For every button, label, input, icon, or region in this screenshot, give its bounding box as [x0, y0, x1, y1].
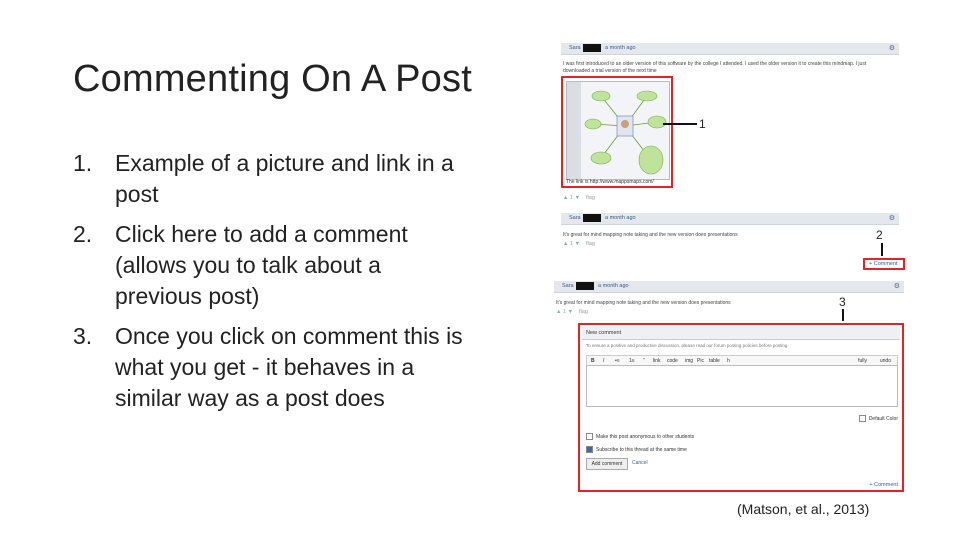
step-number: 3. [73, 323, 93, 349]
comment-textarea[interactable] [586, 365, 898, 407]
post-screenshot-2 [561, 213, 899, 271]
step-text: Once you click on comment this is what you get - it behaves in a similar way as a post does [115, 323, 463, 411]
step-number: 1. [73, 150, 93, 176]
post-header [561, 213, 899, 225]
step-text: Click here to add a comment (allows you to talk about a previous post) [115, 221, 408, 309]
post-text-line: downloaded a trial version of the next time [563, 68, 657, 74]
step-item [73, 148, 463, 210]
table-button[interactable]: table [709, 358, 720, 364]
image-button[interactable]: img [685, 358, 694, 364]
flag-link[interactable]: flag [579, 309, 588, 315]
editor-heading: New comment [586, 330, 622, 336]
cancel-link[interactable]: Cancel [632, 460, 648, 466]
callout-number-3: 3 [839, 295, 846, 309]
redaction-box [576, 282, 594, 290]
vote-row: ▲ 1 ▼ flag [556, 309, 588, 315]
numbered-list-button[interactable]: 1≡ [629, 358, 635, 364]
add-comment-link[interactable]: + Comment [869, 261, 898, 267]
post-time[interactable]: a month ago [598, 283, 629, 289]
editor-hint: To ensure a positive and productive discussion, please read our forum posting policies before posting. [586, 343, 789, 348]
post-screenshot-3 [554, 281, 904, 494]
mindmap-image [566, 81, 670, 180]
subscribe-label: Subscribe to this thread at the same time [596, 446, 687, 453]
default-color-label: Default Color [868, 415, 898, 422]
vote-row: ▲ 1 ▼ flag [563, 195, 595, 201]
callout-number-2: 2 [876, 228, 883, 242]
anonymous-checkbox[interactable] [586, 433, 593, 440]
redaction-box [583, 44, 601, 52]
mindmap-drawing [581, 82, 669, 179]
gear-icon[interactable]: ⚙ [888, 45, 895, 52]
post-text-line: It's great for mind mapping note taking and the new version does presentations [556, 300, 731, 306]
heading-button[interactable]: h [727, 358, 730, 364]
callout-pointer-2 [881, 243, 883, 256]
picture-button[interactable]: Pic [697, 358, 704, 364]
quote-button[interactable]: ” [643, 358, 645, 364]
post-header [554, 281, 904, 293]
highlight-box-3 [578, 323, 904, 492]
fullscreen-button[interactable]: fully [858, 358, 867, 364]
flag-link[interactable]: flag [586, 195, 595, 201]
step-item [73, 219, 463, 312]
author-name[interactable]: Sara [562, 283, 574, 289]
post-link-text[interactable]: The link is http://www.mappsmaps.com/ [566, 179, 654, 185]
post-time[interactable]: a month ago [605, 45, 636, 51]
anonymous-option[interactable] [586, 433, 694, 440]
default-color-checkbox[interactable] [859, 415, 866, 422]
post-header [561, 43, 899, 55]
undo-button[interactable]: undo [879, 358, 891, 364]
anonymous-label: Make this post anonymous to other students [596, 433, 695, 440]
add-comment-link[interactable]: + Comment [869, 482, 898, 488]
step-number: 2. [73, 221, 93, 247]
author-name[interactable]: Sara [569, 45, 581, 51]
citation: (Matson, et al., 2013) [737, 501, 870, 517]
subscribe-option[interactable] [586, 446, 687, 453]
vote-count: 1 [562, 309, 567, 315]
link-button[interactable]: link [653, 358, 661, 364]
bold-button[interactable]: B [591, 358, 595, 364]
callout-pointer-1 [663, 123, 697, 125]
steps-list [73, 148, 463, 423]
callout-pointer-3 [842, 309, 844, 321]
vote-row: ▲ 1 ▼ flag [563, 241, 595, 247]
highlight-box-1 [561, 76, 673, 188]
vote-count: 1 [569, 241, 574, 247]
code-button[interactable]: code [667, 358, 678, 364]
gear-icon[interactable]: ⚙ [893, 283, 900, 290]
editor-header [582, 327, 900, 340]
toolbar-strip [567, 82, 581, 179]
step-text: Example of a picture and link in a post [115, 150, 454, 207]
gear-icon[interactable]: ⚙ [888, 215, 895, 222]
post-time[interactable]: a month ago [605, 215, 636, 221]
redaction-box [583, 214, 601, 222]
callout-number-1: 1 [699, 117, 706, 131]
add-comment-button[interactable]: Add comment [586, 458, 628, 470]
slide-title: Commenting On A Post [73, 58, 472, 100]
author-name[interactable]: Sara [569, 215, 581, 221]
flag-link[interactable]: flag [586, 241, 595, 247]
italic-button[interactable]: I [603, 358, 605, 364]
post-text-line: I was first introduced to an older version of this software by the college I attended. I used the older version it to create this mindmap. I just [563, 61, 867, 67]
step-item [73, 321, 463, 414]
vote-count: 1 [569, 195, 574, 201]
bullet-list-button[interactable]: •≡ [615, 358, 620, 364]
subscribe-checkbox[interactable] [586, 446, 593, 453]
post-text-line: It's great for mind mapping note taking and the new version does presentations [563, 232, 738, 238]
post-screenshot-1 [561, 43, 899, 208]
default-color-option[interactable] [859, 415, 898, 422]
